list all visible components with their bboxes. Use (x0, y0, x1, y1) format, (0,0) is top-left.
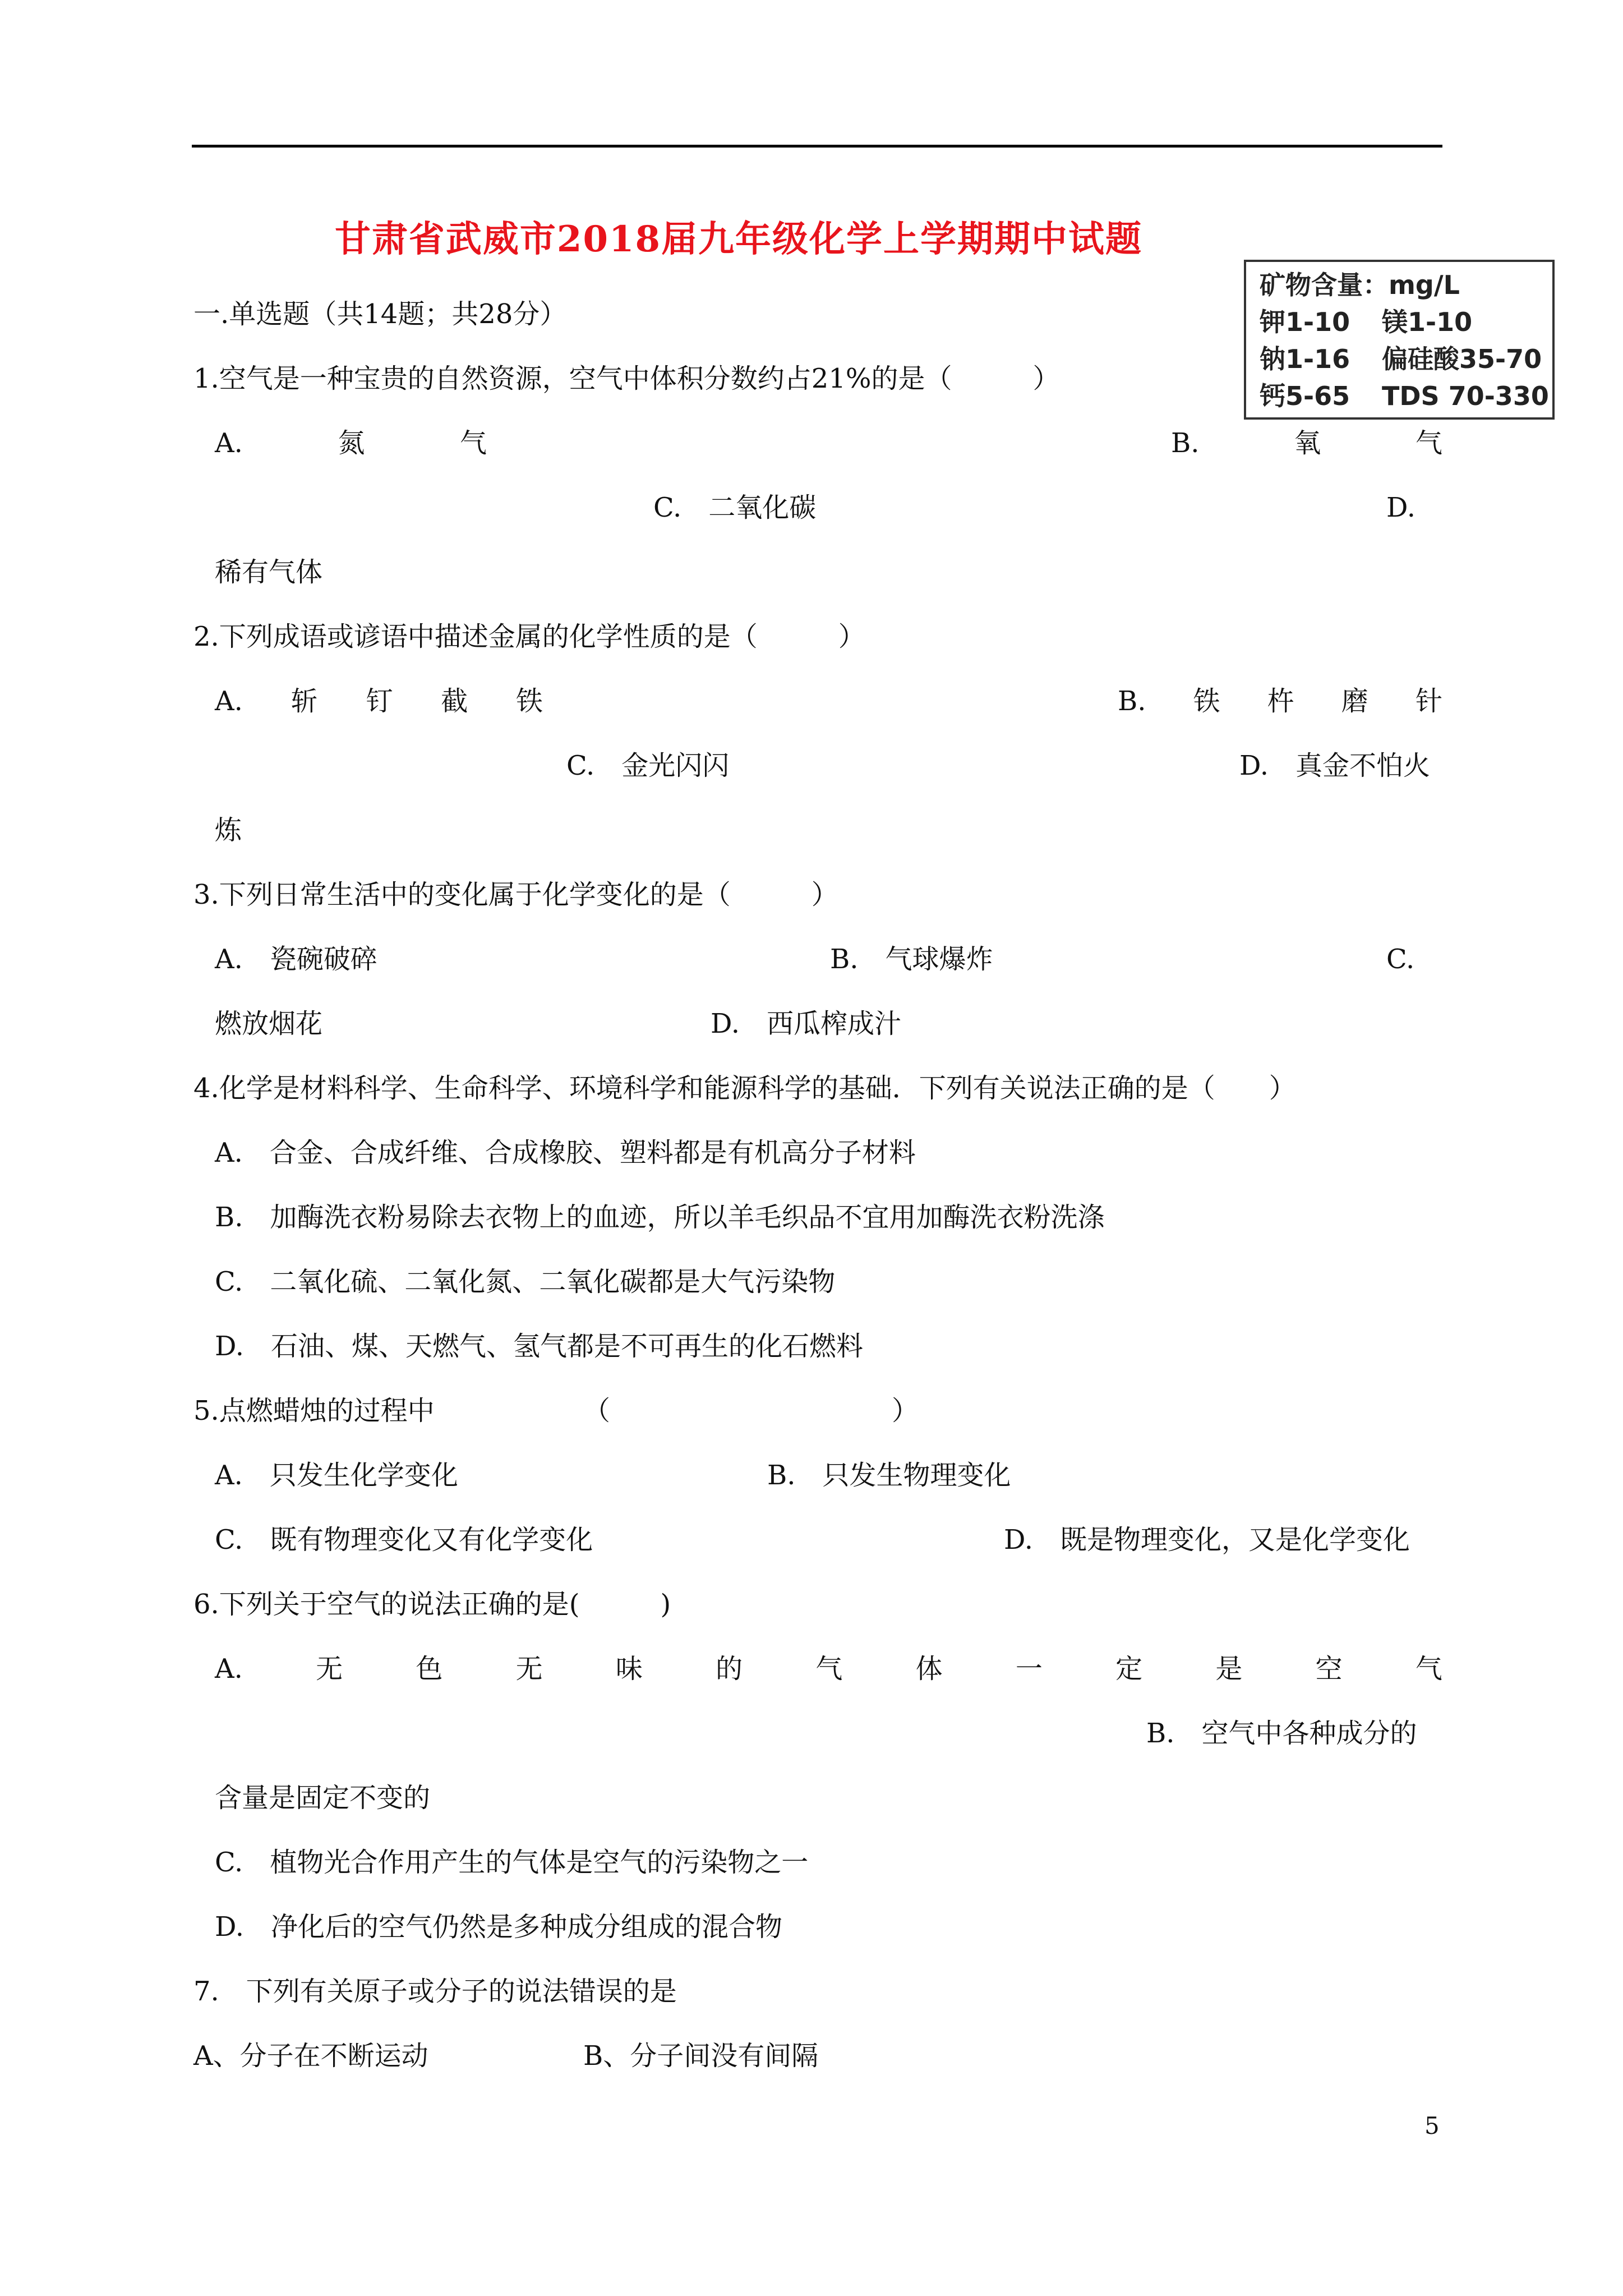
question-1-stem: 1.空气是一种宝贵的自然资源，空气中体积分数约占21%的是（ ） (193, 363, 1060, 394)
q2-option-a: A. 斩 钉 截 铁 (215, 685, 543, 717)
mineral-item: 钠1-16 (1260, 344, 1350, 374)
question-3-stem: 3.下列日常生活中的变化属于化学变化的是（ ） (193, 879, 838, 910)
q5-option-c: C. 既有物理变化又有化学变化 (215, 1524, 593, 1556)
q2-option-c: C. 金光闪闪 (566, 750, 730, 781)
question-2-stem: 2.下列成语或谚语中描述金属的化学性质的是（ ） (193, 621, 865, 652)
q6-option-a: A. 无 色 无 味 的 气 体 一 定 是 空 气 (215, 1653, 1442, 1685)
mineral-item: 钾1-10 (1260, 307, 1350, 337)
q4-option-a: A. 合金、合成纤维、合成橡胶、塑料都是有机高分子材料 (215, 1137, 916, 1168)
mineral-row (1260, 341, 1552, 378)
q2-option-d-cont: 炼 (215, 815, 242, 846)
page-number: 5 (1424, 2112, 1440, 2139)
q2-option-b: B. 铁 杵 磨 针 (1118, 685, 1442, 717)
mineral-item: 钙5-65 (1260, 381, 1350, 411)
mineral-item: TDS 70-330 (1382, 381, 1549, 411)
q5-option-b: B. 只发生物理变化 (767, 1460, 1011, 1491)
mineral-row (1260, 303, 1552, 341)
q4-option-b: B. 加酶洗衣粉易除去衣物上的血迹，所以羊毛织品不宜用加酶洗衣粉洗涤 (215, 1202, 1105, 1233)
header-rule (192, 145, 1442, 148)
q5-paren-open: （ (583, 1395, 611, 1427)
section-heading: 一.单选题（共14题；共28分） (193, 298, 567, 330)
q7-option-a: A、分子在不断运动 (193, 2040, 428, 2072)
q1-option-d-label: D. (1386, 492, 1416, 523)
q1-option-a: A. 氮 气 (215, 427, 487, 459)
q3-option-b: B. 气球爆炸 (830, 944, 993, 975)
q5-paren-close: ） (892, 1395, 919, 1427)
question-7-stem: 7. 下列有关原子或分子的说法错误的是 (193, 1976, 677, 2007)
mineral-header: 矿物含量：mg/L (1260, 270, 1460, 300)
q6-option-d: D. 净化后的空气仍然是多种成分组成的混合物 (215, 1911, 783, 1943)
q7-option-b: B、分子间没有间隔 (583, 2040, 819, 2072)
question-4-stem: 4.化学是材料科学、生命科学、环境科学和能源科学的基础．下列有关说法正确的是（ ） (193, 1073, 1296, 1104)
mineral-item: 镁1-10 (1382, 307, 1473, 337)
q4-option-d: D. 石油、煤、天燃气、氢气都是不可再生的化石燃料 (215, 1331, 864, 1362)
q1-option-b: B. 氧 气 (1171, 427, 1442, 459)
question-5-stem: 5.点燃蜡烛的过程中 (193, 1395, 435, 1427)
q6-option-b: B. 空气中各种成分的 (1146, 1718, 1417, 1749)
q4-option-c: C. 二氧化硫、二氧化氮、二氧化碳都是大气污染物 (215, 1266, 836, 1297)
mineral-item: 偏硅酸35-70 (1382, 344, 1542, 374)
q3-option-d: D. 西瓜榨成汁 (711, 1008, 902, 1039)
mineral-content-box (1244, 260, 1555, 420)
q1-option-d-text: 稀有气体 (215, 556, 323, 588)
mineral-row (1260, 378, 1552, 415)
q5-option-d: D. 既是物理变化，又是化学变化 (1004, 1524, 1410, 1556)
q3-option-c-label: C. (1386, 944, 1415, 975)
q1-option-c: C. 二氧化碳 (653, 492, 817, 523)
page-title: 甘肃省武威市2018届九年级化学上学期期中试题 (334, 218, 1143, 260)
q3-option-c-text: 燃放烟花 (215, 1008, 323, 1039)
question-6-stem: 6.下列关于空气的说法正确的是( ) (193, 1589, 671, 1620)
q6-option-c: C. 植物光合作用产生的气体是空气的污染物之一 (215, 1847, 809, 1878)
q6-option-b-cont: 含量是固定不变的 (215, 1782, 431, 1814)
q2-option-d: D. 真金不怕火 (1239, 750, 1431, 781)
q3-option-a: A. 瓷碗破碎 (215, 944, 377, 975)
q5-option-a: A. 只发生化学变化 (215, 1460, 458, 1491)
